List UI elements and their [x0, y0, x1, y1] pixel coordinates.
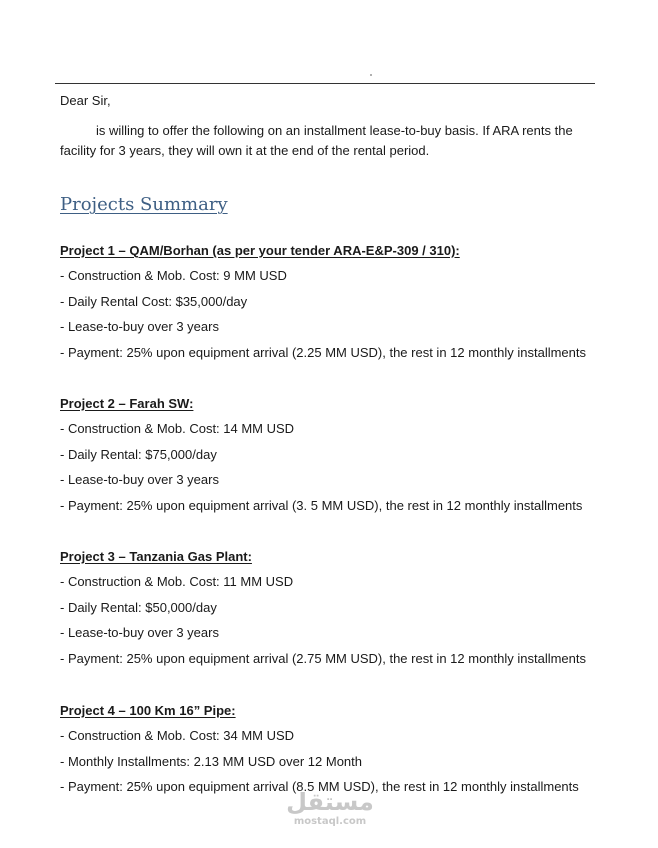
project-item: - Construction & Mob. Cost: 34 MM USD	[60, 728, 295, 743]
project-item: - Payment: 25% upon equipment arrival (2.75 MM USD), the rest in 12 monthly installments	[60, 650, 587, 666]
project-item: - Construction & Mob. Cost: 9 MM USD	[60, 268, 287, 283]
project-item: - Lease-to-buy over 3 years	[60, 625, 219, 640]
project-3	[60, 548, 620, 675]
project-heading: Project 2 – Farah SW:	[60, 396, 194, 411]
intro-paragraph	[60, 121, 600, 161]
project-1	[60, 242, 620, 369]
salutation: Dear Sir,	[60, 93, 111, 108]
project-heading: Project 4 – 100 Km 16” Pipe:	[60, 703, 236, 718]
project-heading: Project 1 – QAM/Borhan (as per your tender ARA-E&P-309 / 310):	[60, 243, 460, 258]
intro-text: is willing to offer the following on an installment lease-to-buy basis. If ARA rents the facility for 3 years, they will own it at the end of the rental period.	[60, 123, 573, 158]
header-rule	[55, 83, 595, 84]
project-2	[60, 395, 620, 522]
watermark-latin: mostaql.com	[293, 816, 367, 827]
project-item: - Daily Rental: $75,000/day	[60, 446, 217, 462]
project-item: - Payment: 25% upon equipment arrival (3. 5 MM USD), the rest in 12 monthly installments	[60, 497, 583, 513]
project-item: - Lease-to-buy over 3 years	[60, 319, 219, 334]
project-item: - Construction & Mob. Cost: 14 MM USD	[60, 421, 295, 436]
project-item: - Payment: 25% upon equipment arrival (8.5 MM USD), the rest in 12 monthly installments	[60, 779, 579, 794]
project-item: - Payment: 25% upon equipment arrival (2.25 MM USD), the rest in 12 monthly installments	[60, 344, 587, 360]
mostaql-watermark	[280, 788, 380, 828]
watermark-arabic: مستقل	[286, 788, 374, 816]
project-item: - Monthly Installments: 2.13 MM USD over 12 Month	[60, 753, 363, 769]
project-item: - Lease-to-buy over 3 years	[60, 472, 219, 487]
header-dot	[370, 74, 372, 76]
project-item: - Daily Rental: $50,000/day	[60, 599, 217, 615]
project-item: - Daily Rental Cost: $35,000/day	[60, 293, 248, 309]
project-item: - Construction & Mob. Cost: 11 MM USD	[60, 574, 294, 589]
projects-summary-title: Projects Summary	[60, 194, 228, 215]
project-heading: Project 3 – Tanzania Gas Plant:	[60, 549, 252, 564]
